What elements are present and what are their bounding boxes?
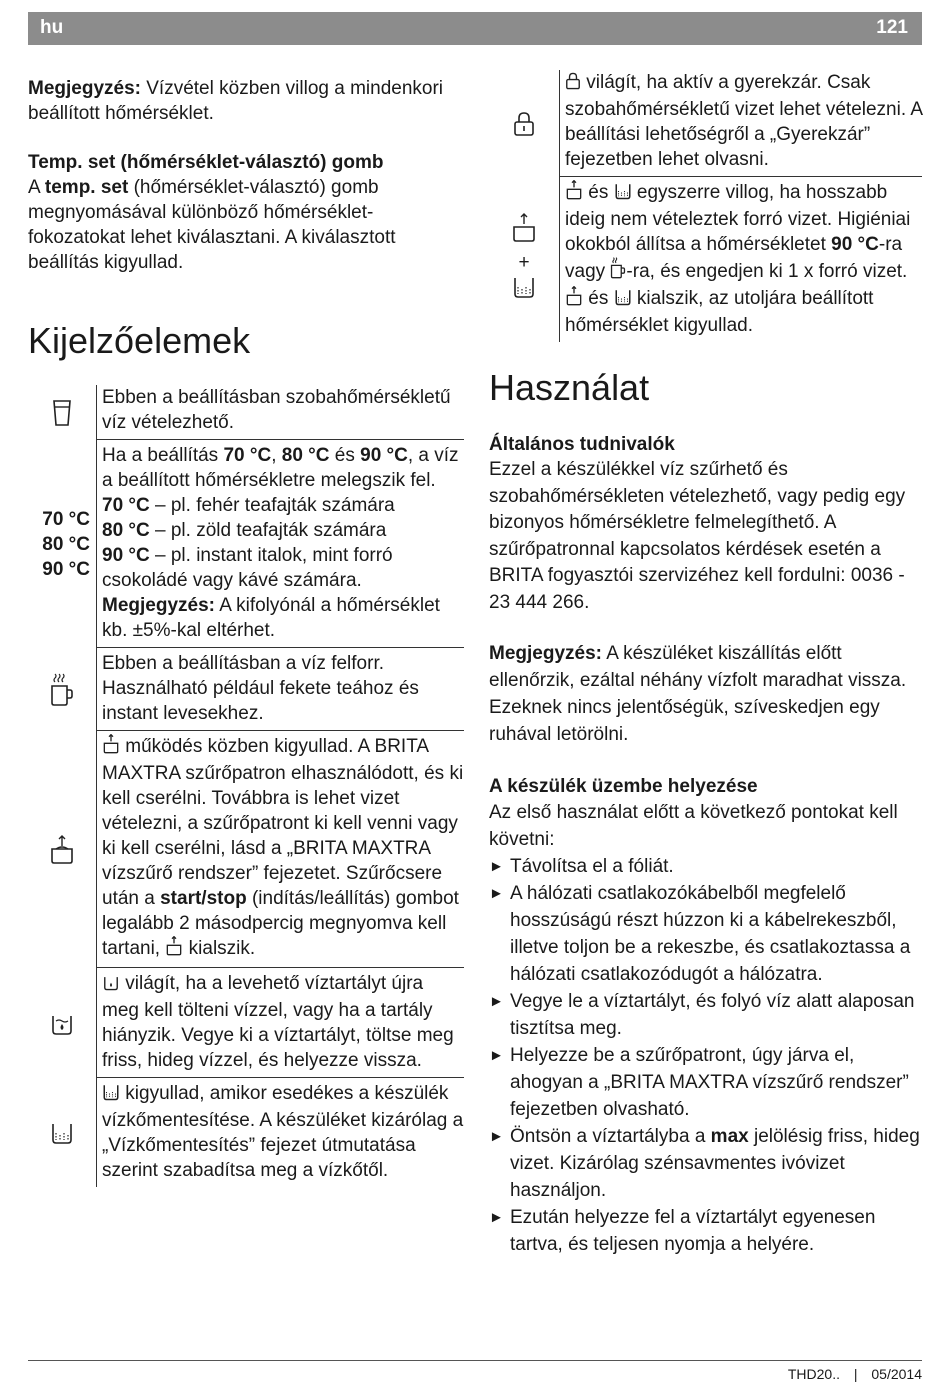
temperature-labels — [28, 440, 97, 648]
filter-icon — [165, 936, 183, 963]
temp-label-80: 80 °C — [42, 533, 90, 555]
temp-set-heading-text: Temp. set (hőmérséklet-választó) gomb — [28, 152, 384, 173]
setup-steps-list — [489, 853, 922, 1258]
bullet-arrow-icon: ► — [489, 993, 504, 1010]
note-paragraph — [489, 640, 922, 748]
footer-divider — [28, 1360, 922, 1361]
bullet-arrow-icon: ► — [489, 885, 504, 902]
step-text: Távolítsa el a fóliát. — [510, 856, 674, 877]
table-row — [28, 1078, 464, 1187]
rr2-d: -ra vagy — [565, 234, 903, 282]
step-text: Ezután helyezze fel a víztartályt egyenesen tartva, és teljesen nyomja a helyére. — [510, 1207, 876, 1255]
table-row — [28, 440, 464, 648]
setup-heading: A készülék üzembe helyezése — [489, 776, 758, 797]
temp-label-70: 70 °C — [42, 508, 90, 530]
table-row — [28, 648, 464, 731]
note-label: Megjegyzés: — [489, 643, 602, 664]
plus-sign: + — [518, 252, 530, 273]
row-text — [97, 731, 464, 968]
b5-c: jelölésig friss, hideg vizet. Kizárólag szénsavmentes ivóvizet használjon. — [510, 1126, 920, 1201]
page-header — [28, 12, 922, 45]
r2-a: Ha a beállítás — [102, 445, 224, 466]
r2-t1: – pl. fehér teafajták számára — [149, 495, 395, 516]
descale-icon — [614, 182, 632, 207]
r2-note-label: Megjegyzés: — [102, 595, 215, 616]
left-column — [28, 76, 464, 1187]
mug-steam-icon — [28, 648, 97, 731]
descale-icon — [512, 275, 536, 306]
rr2-e: -ra, és engedjen ki 1 x forró vizet. — [626, 261, 908, 282]
page-number: 121 — [876, 17, 908, 38]
display-elements-table-continued — [489, 70, 922, 342]
r6-text: kigyullad, amikor esedékes a készülék vízkőmentesítése. A készüléket kizárólag a „Vízkőmentesítés” fejezet útmutatása szerint szabadítsa meg a vízkőtől. — [102, 1083, 464, 1181]
r4-b: start/stop — [160, 888, 247, 909]
footer-date: 05/2014 — [871, 1366, 922, 1382]
bullet-arrow-icon: ► — [489, 1047, 504, 1064]
note-text: Vízvétel közben villog a mindenkori beállított hőmérséklet. — [28, 78, 444, 124]
rr2-a: és — [583, 182, 614, 203]
r2-d: 80 °C — [281, 445, 330, 466]
b5-a: Öntsön a víztartályba a — [510, 1126, 711, 1147]
list-item — [489, 1204, 922, 1258]
b5-b: max — [710, 1126, 749, 1147]
row-text: Ebben a beállításban szobahőmérsékletű víz vételezhető. — [97, 385, 464, 440]
r2-t2b: 80 °C — [102, 520, 150, 541]
tank-refill-icon — [28, 968, 97, 1078]
r2-t3: – pl. instant italok, mint forró csokoládé vagy kávé számára. — [102, 545, 393, 591]
page-footer — [778, 1366, 922, 1382]
temp-set-heading — [28, 150, 464, 175]
right-column — [489, 70, 922, 1258]
r2-e: és — [329, 445, 361, 466]
display-elements-table — [28, 385, 464, 1187]
rr2-c: 90 °C — [831, 234, 879, 255]
row-text — [97, 440, 464, 648]
r4-c: (indítás/leállítás) gombot legalább 2 másodpercig megnyomva kell tartani, — [102, 888, 459, 959]
lock-icon — [489, 70, 560, 177]
r4-d: kialszik. — [183, 938, 256, 959]
descale-icon — [102, 1083, 120, 1108]
step-text — [510, 1123, 922, 1204]
mug-steam-icon — [610, 257, 626, 286]
descale-icon — [614, 288, 632, 313]
setup-paragraph: Az első használat előtt a következő pontokat kell követni: — [489, 802, 898, 850]
r2-g: , a víz a beállított hőmérsékletre melegszik fel. — [102, 445, 459, 491]
step-text: A hálózati csatlakozókábelből megfelelő hosszúságú részt húzzon ki a kábelrekeszből, illetve toljon be a rekeszbe, és csatlakoztassa a hálózati csatlakozódugót a hálózatra. — [510, 883, 911, 985]
glass-icon — [28, 385, 97, 440]
general-heading: Általános tudnivalók — [489, 434, 675, 455]
r2-t2: – pl. zöld teafajták számára — [149, 520, 387, 541]
temp-set-paragraph — [28, 175, 464, 275]
list-item — [489, 1123, 922, 1204]
r5-text: világít, ha a levehető víztartályt újra meg kell tölteni vízzel, vagy ha a tartály hiányzik. Vegye ki a víztartályt, töltse meg friss, hideg vízzel, és helyezze vissza. — [102, 973, 454, 1071]
table-row — [489, 70, 922, 177]
r2-t3b: 90 °C — [102, 545, 150, 566]
r2-note: A kifolyónál a hőmérséklet kb. ±5%-kal eltérhet. — [102, 595, 440, 641]
temp-text-c: (hőmérséklet-választó) gomb megnyomásával különböző hőmérséklet-fokozatokat lehet kiválasztani. A kiválasztott beállítás kigyullad. — [28, 177, 396, 273]
row-text — [560, 177, 922, 342]
temp-text-a: A — [28, 177, 45, 198]
table-row — [28, 731, 464, 968]
general-paragraph: Ezzel a készülékkel víz szűrhető és szobahőmérsékleten vételezhető, vagy pedig egy bizonyos hőmérsékletre felmelegíthető. A szűrőpatronnal kapcsolatos kérdések esetén a BRITA fogyasztói szervizéhez kell fordulni: 0036 - 23 444 266. — [489, 459, 906, 613]
r4-a: működés közben kigyullad. A BRITA MAXTRA szűrőpatron elhasználódott, és ki kell cserélni. Továbbra is lehet vizet vételezni, a szűrőpatront ki kell venni vagy ki kell cserélni, lásd a „BRITA MAXTRA vízszűrő rendszer” fejezetet. Szűrőcsere után a — [102, 736, 464, 909]
row-text: Ebben a beállításban a víz felforr. Használható például fekete teához és instant levesekhez. — [97, 648, 464, 731]
footer-model: THD20.. — [787, 1366, 840, 1382]
descale-icon — [28, 1078, 97, 1187]
temp-label-90: 90 °C — [42, 558, 90, 580]
note-paragraph — [28, 76, 464, 126]
list-item — [489, 988, 922, 1042]
filter-icon — [565, 286, 583, 313]
rr1-text: világít, ha aktív a gyerekzár. Csak szobahőmérsékletű vizet lehet vételezni. A beállítási lehetőségről a „Gyerekzár” fejezetben lehet olvasni. — [565, 72, 922, 170]
section-title: Kijelzőelemek — [28, 320, 251, 361]
language-code: hu — [40, 17, 64, 38]
bullet-arrow-icon: ► — [489, 1128, 504, 1145]
row-text — [560, 70, 922, 177]
tank-refill-icon — [102, 973, 120, 998]
table-row — [489, 177, 922, 342]
table-row — [28, 385, 464, 440]
temp-text-b: temp. set — [44, 177, 129, 198]
r2-c: , — [271, 445, 282, 466]
rr2-f: és — [583, 288, 614, 309]
list-item — [489, 880, 922, 988]
list-item — [489, 853, 922, 880]
filter-icon — [511, 213, 537, 250]
rr2-g: kialszik, az utoljára beállított hőmérséklet kigyullad. — [565, 288, 874, 336]
r2-f: 90 °C — [360, 445, 408, 466]
filter-icon — [565, 180, 583, 207]
note-label: Megjegyzés: — [28, 78, 141, 99]
step-text: Vegye le a víztartályt, és folyó víz alatt alaposan tisztítsa meg. — [510, 991, 915, 1039]
lock-icon — [565, 72, 581, 97]
list-item — [489, 1042, 922, 1123]
note-text: A készüléket kiszállítás előtt ellenőrzik, ezáltal néhány vízfolt maradhat vissza. Ezeknek nincs jelentőségük, szíveskedjen egy ruhával letörölni. — [489, 643, 907, 745]
bullet-arrow-icon: ► — [489, 1209, 504, 1226]
r2-b: 70 °C — [223, 445, 272, 466]
filter-icon — [28, 731, 97, 968]
footer-separator: | — [853, 1366, 858, 1382]
r2-t1b: 70 °C — [102, 495, 150, 516]
bullet-arrow-icon: ► — [489, 858, 504, 875]
table-row — [28, 968, 464, 1078]
step-text: Helyezze be a szűrőpatront, úgy járva el, ahogyan a „BRITA MAXTRA vízszűrő rendszer” fejezetben olvasható. — [510, 1045, 909, 1120]
row-text — [97, 968, 464, 1078]
filter-plus-descale-icons — [489, 177, 560, 342]
usage-title: Használat — [489, 367, 650, 408]
row-text — [97, 1078, 464, 1187]
filter-icon — [102, 734, 120, 761]
rr2-b: egyszerre villog, ha hosszabb ideig nem vételeztek forró vizet. Higiéniai okokból állítsa a hőmérsékletet — [565, 182, 911, 255]
